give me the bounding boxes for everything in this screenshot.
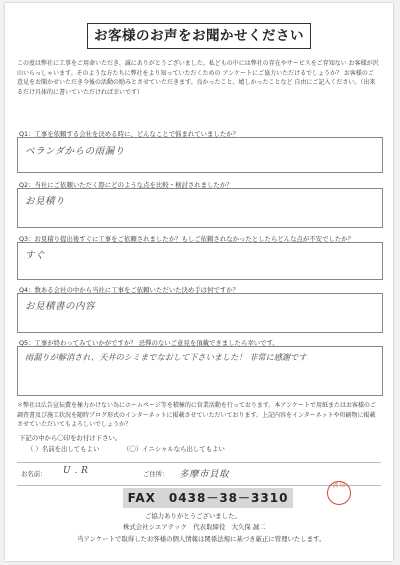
select-prompt: 下記の中から〇印をお付け下さい。 [19,434,122,442]
answer-1-text: ベランダからの雨漏り [25,146,125,157]
notice-text: ＊弊社は広告宣伝費を極力かけない為にホームページ等を積極的に営業活動を行っております。本アンケートで用紙またはお客様のご調査書及び施工状況を随時ブログ形式のインターネットに掲載させていただいております。上記内容をインターネットや印刷物に掲載させていただいてもよろしいでしょうか？ [17,402,377,428]
intro-paragraph: この度は弊社に工事をご用命いただき、誠にありがとうございました。私どもの中には弊社の存在やサービスをご存知ない お客様が沢山いらっしゃいます。そのような方たちに弊社をより知っていただくための アンケートにご協力いただけるでしょうか？ お客様のご意見をお聞かせいただき今後の活動の励みとさせていただきます。良かったこと、嬉しかったことなど 自由にご記入ください。（出来るだけ具体的に書いていただければ幸いです） [17,60,379,96]
option-initial-ok[interactable] [123,444,225,453]
page-title: お客様のお声をお聞かせください [87,23,311,49]
question-1-label: Q1：工事を依頼する会社を決める時に、どんなことで悩まれていましたか？ [19,130,239,138]
answer-box-2 [17,188,383,228]
option-mark: （〇） [123,445,143,453]
answer-4-text: お見積書の内容 [25,301,96,312]
answer-3-text: すぐ [25,250,46,261]
option-label: 名前を出してもよい [41,445,100,453]
question-4-label: Q4：数ある会社の中から当社に工事をご依頼いただいた決め手は何ですか？ [19,286,239,294]
approval-stamp: 済 印 [327,481,351,505]
name-label: お名前： [21,470,47,478]
privacy-note: 当アンケートで取得したお客様の個人情報は関係法規に基づき厳正に管理いたします。 [77,535,326,543]
option-mark: （ ） [27,445,42,453]
question-5-label: Q5：工事が終わってみていかがですか？ 忌憚のないご意見を頂戴できましたら幸いです。 [19,339,279,347]
answer-box-3 [17,242,383,280]
name-value: U . R [63,466,89,476]
question-2-label: Q2：当社にご依頼いただく際にどのような点を比較・検討されましたか？ [19,181,233,189]
answer-2-text: お見積り [25,196,66,207]
address-value: 多摩市貝取 [179,469,230,480]
survey-sheet [5,3,393,561]
question-3-label: Q3：お見積り提出後すぐに工事をご依頼されましたか？もしご依頼されなかったとしたらどんな点が不安でしたか？ [19,235,355,243]
address-label: ご住所： [143,470,169,478]
company-line: 株式会社シエアテック 代表取締役 大久保 誠二 [123,523,266,531]
fax-number: FAX 0438－38－3310 [123,488,293,508]
option-label: イニシャルなら出してもよい [142,445,225,453]
option-name-ok[interactable] [27,444,99,453]
thanks-text: ご協力ありがとうございました。 [145,512,241,520]
answer-5-text: 雨漏りが解消され、天井のシミまでなおして下さいました！ 非常に感謝です [25,352,307,362]
